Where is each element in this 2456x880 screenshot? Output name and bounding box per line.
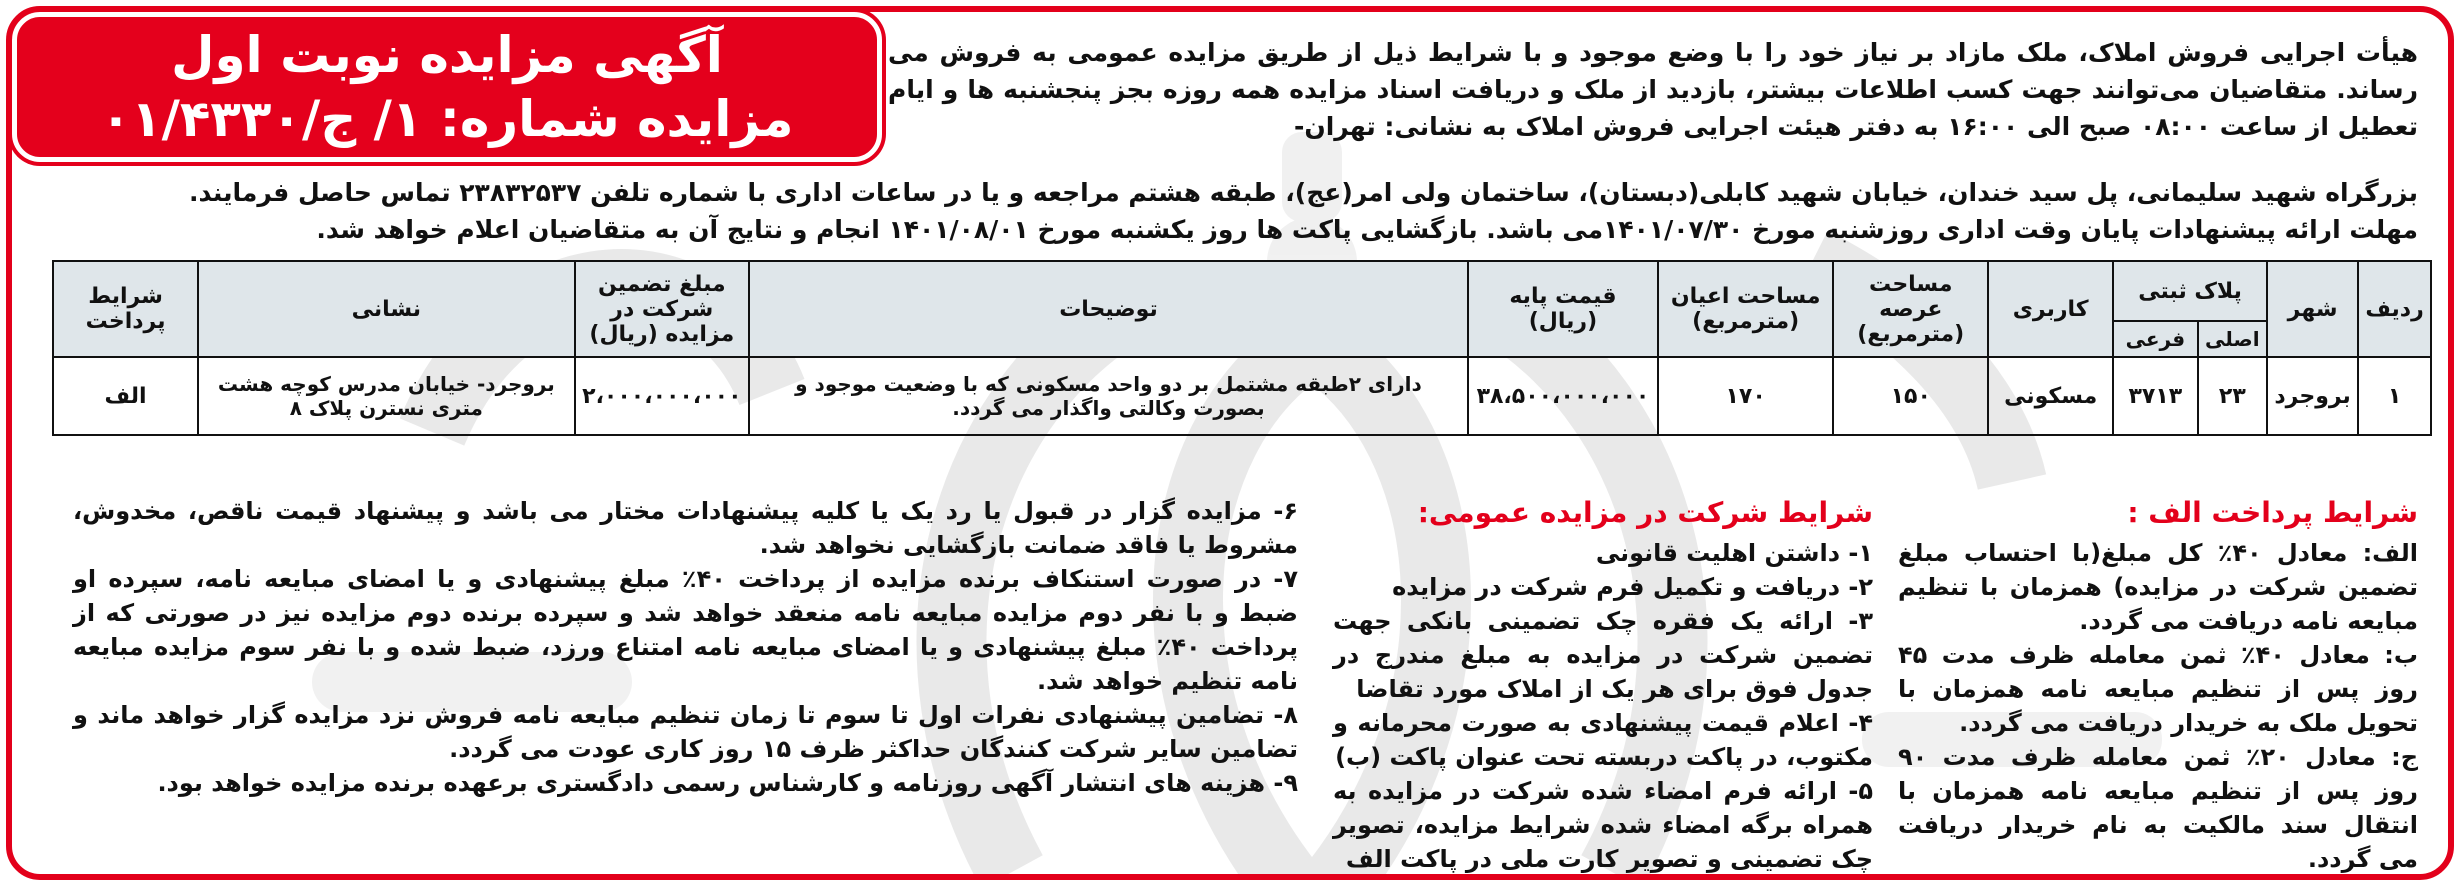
payment-terms-section	[1898, 494, 2418, 876]
header-address: نشانی	[198, 261, 574, 357]
auction-title-box	[12, 12, 882, 162]
condition-item: ۵- ارائه فرم امضاء شده شرکت در مزایده به همراه برگه امضاء شده شرایط مزایده، تصویر چک تضمینی و تصویر کارت ملی در پاکت الف	[1333, 777, 1873, 873]
header-usage: کاربری	[1988, 261, 2113, 357]
property-table	[52, 260, 2432, 436]
cell-base-price: ۳۸،۵۰۰،۰۰۰،۰۰۰	[1468, 357, 1658, 435]
auction-title: آگهی مزایده نوبت اول	[171, 26, 723, 84]
auction-rules-section	[73, 494, 1298, 800]
intro-paragraph-continued	[38, 174, 2418, 248]
cell-plaque-main: ۲۳	[2198, 357, 2267, 435]
table-row	[53, 357, 2431, 435]
header-deposit: مبلغ تضمین شرکت در مزایده (ریال)	[575, 261, 750, 357]
payment-terms-heading: شرایط پرداخت الف :	[2127, 496, 2418, 529]
header-plaque-sub: فرعی	[2113, 321, 2198, 357]
condition-item: ۲- دریافت و تکمیل فرم شرکت در مزایده	[1392, 573, 1873, 601]
header-payment: شرایط پرداخت	[53, 261, 198, 357]
rule-item: ۶- مزایده گزار در قبول یا رد یک یا کلیه پیشنهادات مختار می باشد و پیشنهاد قیمت ناقص، مخدوش، مشروط یا فاقد ضمانت بازگشایی نخواهد شد.	[73, 497, 1298, 559]
header-base-price: قیمت پایه (ریال)	[1468, 261, 1658, 357]
cell-usage: مسکونی	[1988, 357, 2113, 435]
cell-address: بروجرد- خیابان مدرس کوچه هشت متری نسترن پلاک ۸	[198, 357, 574, 435]
payment-term-item: ج: معادل ۲۰٪ ثمن معامله ظرف مدت ۹۰ روز پس از تنظیم مبایعه نامه همزمان با انتقال سند مالکیت به نام خریدار دریافت می گردد.	[1898, 743, 2418, 873]
rule-item: ۹- هزینه های انتشار آگهی روزنامه و کارشناس رسمی دادگستری برعهده برنده مزایده خواهد بود.	[157, 769, 1298, 797]
cell-description: دارای ۲طبقه مشتمل بر دو واحد مسکونی که با وضعیت موجود و بصورت وکالتی واگذار می گردد.	[749, 357, 1468, 435]
condition-item: ۳- ارائه یک فقره چک تضمینی بانکی جهت تضمین شرکت در مزایده به مبلغ مندرج در جدول فوق برای هر یک از املاک مورد تقاضا	[1333, 607, 1873, 703]
payment-term-item: ب: معادل ۴۰٪ ثمن معامله ظرف مدت ۴۵ روز پس از تنظیم مبایعه نامه همزمان با تحویل ملک به خریدار دریافت می گردد.	[1898, 641, 2419, 737]
condition-item: ۱- داشتن اهلیت قانونی	[1595, 539, 1873, 567]
auction-number: مزایده شماره: ۱/ ج/۰۱/۴۳۳۰	[100, 90, 794, 148]
intro-deadline: مهلت ارائه پیشنهادات پایان وقت اداری روزشنبه مورخ ۱۴۰۱/۰۷/۳۰می باشد. بازگشایی پاکت ها روز یکشنبه مورخ ۱۴۰۱/۰۸/۰۱ انجام و نتایج آن به متقاضیان اعلام خواهد شد.	[316, 215, 2418, 244]
intro-address: بزرگراه شهید سلیمانی، پل سید خندان، خیابان شهید کابلی(دبستان)، ساختمان ولی امر(عج)، طبقه هشتم مراجعه و یا در ساعات اداری با شماره تلفن ۲۳۸۳۲۵۳۷ تماس حاصل فرمایند.	[188, 178, 2418, 207]
cell-row-number: ۱	[2358, 357, 2431, 435]
rule-item: ۸- تضامین پیشنهادی نفرات اول تا سوم تا زمان تنظیم مبایعه نامه فروش نزد مزایده گزار خواهد ماند و تضامین سایر شرکت کنندگان حداکثر ظرف ۱۵ روز کاری عودت می گردد.	[73, 701, 1298, 763]
ad-frame	[6, 6, 2454, 880]
payment-term-item: الف: معادل ۴۰٪ کل مبلغ(با احتساب مبلغ تضمین شرکت در مزایده) همزمان با تنظیم مبایعه نامه دریافت می گردد.	[1898, 539, 2418, 635]
cell-city: بروجرد	[2267, 357, 2358, 435]
header-land-area: مساحت عرصه (مترمربع)	[1833, 261, 1988, 357]
cell-building-area: ۱۷۰	[1658, 357, 1833, 435]
cell-deposit: ۲،۰۰۰،۰۰۰،۰۰۰	[575, 357, 750, 435]
participation-conditions-section	[1333, 494, 1873, 876]
header-plaque-main: اصلی	[2198, 321, 2267, 357]
header-plaque: پلاک ثبتی	[2113, 261, 2267, 321]
cell-plaque-sub: ۳۷۱۳	[2113, 357, 2198, 435]
rule-item: ۷- در صورت استنکاف برنده مزایده از پرداخت ۴۰٪ مبلغ پیشنهادی و یا امضای مبایعه نامه، سپرده او ضبط و با نفر دوم مزایده مبایعه نامه منعقد خواهد شد و سپرده برنده دوم مزایده نیز در صورتی که از پرداخت ۴۰٪ مبلغ پیشنهادی و یا امضای مبایعه نامه امتناع ورزد، ضبط شده و با نفر سوم مزایده مبایعه نامه تنظیم خواهد شد.	[73, 565, 1298, 695]
participation-conditions-heading: شرایط شرکت در مزایده عمومی:	[1417, 496, 1873, 529]
cell-land-area: ۱۵۰	[1833, 357, 1988, 435]
cell-payment: الف	[53, 357, 198, 435]
header-row-number: ردیف	[2358, 261, 2431, 357]
header-city: شهر	[2267, 261, 2358, 357]
intro-paragraph: هیأت اجرایی فروش املاک، ملک مازاد بر نیاز خود را با وضع موجود و با شرایط ذیل از طریق مزایده عمومی به فروش می رساند. متقاضیان می‌توانند جهت کسب اطلاعات بیشتر، بازدید از ملک و دریافت اسناد مزایده همه روزه بجز پنجشنبه ها و ایام تعطیل از ساعت ۰۸:۰۰ صبح الی ۱۶:۰۰ به دفتر هیئت اجرایی فروش املاک به نشانی: تهران-	[888, 38, 2418, 141]
condition-item: ۴- اعلام قیمت پیشنهادی به صورت محرمانه و مکتوب، در پاکت دربسته تحت عنوان پاکت (ب)	[1333, 709, 1873, 771]
header-description: توضیحات	[749, 261, 1468, 357]
header-building-area: مساحت اعیان (مترمربع)	[1658, 261, 1833, 357]
